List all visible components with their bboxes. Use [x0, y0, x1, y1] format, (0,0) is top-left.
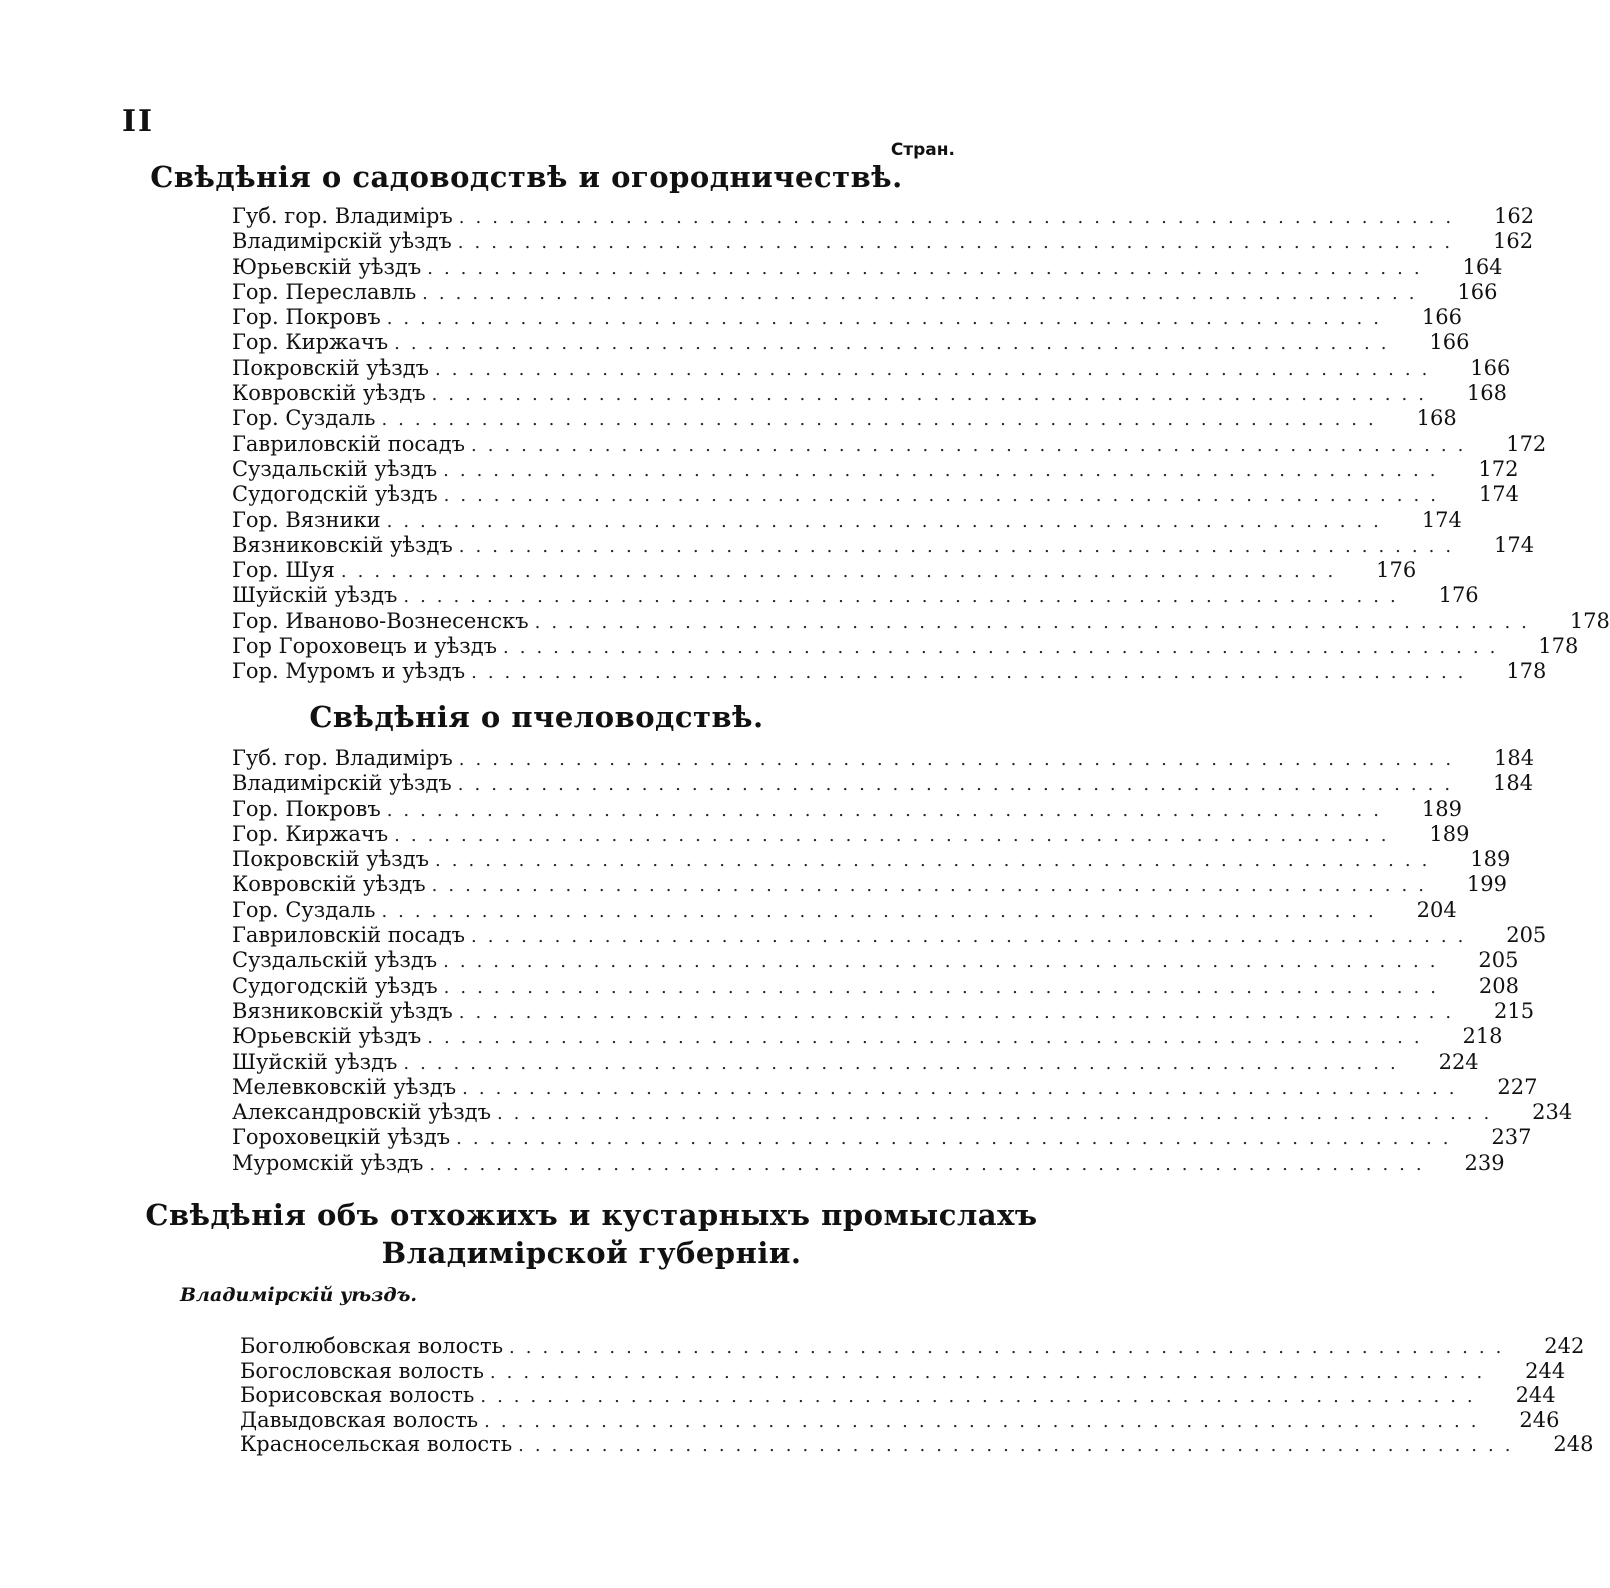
toc-entry-label: Владимірскій уѣздъ	[232, 229, 452, 254]
dot-leader: ............................................................	[381, 900, 1385, 922]
toc-entry	[232, 482, 1519, 507]
page-column-header: Стран.	[890, 140, 955, 160]
toc-entry	[232, 923, 1547, 948]
toc-entry	[232, 355, 1511, 381]
toc-entry-page: 162	[1494, 204, 1535, 228]
toc-entry	[232, 507, 1462, 533]
toc-entry	[240, 1334, 1585, 1359]
section-title-crafts	[0, 1196, 1163, 1272]
toc-entry-label: Суздальскій уѣздъ	[232, 456, 438, 481]
toc-entry-label: Гор. Покровъ	[232, 796, 381, 821]
toc-entry-page: 248	[1553, 1432, 1594, 1456]
toc-entry	[240, 1383, 1556, 1408]
toc-list-crafts	[240, 1334, 1594, 1457]
toc-entry-label: Судогодскій уѣздъ	[232, 482, 438, 507]
toc-entry-label: Богословская волость	[240, 1358, 484, 1383]
toc-entry-page: 166	[1421, 305, 1463, 330]
toc-entry-label: Гавриловскій посадъ	[232, 923, 465, 948]
toc-entry	[232, 796, 1463, 822]
toc-entry	[232, 948, 1519, 973]
toc-entry-page: 174	[1493, 532, 1535, 557]
toc-entry	[232, 998, 1535, 1024]
toc-entry-label: Шуйскій уѣздъ	[232, 1049, 398, 1074]
toc-entry	[232, 431, 1547, 457]
toc-entry-page: 174	[1478, 482, 1519, 507]
dot-leader: ............................................................	[435, 850, 1439, 872]
toc-entry-page: 189	[1421, 796, 1463, 821]
dot-leader: ............................................................	[443, 485, 1447, 507]
toc-entry-page: 234	[1532, 1100, 1573, 1125]
dot-leader: ............................................................	[443, 459, 1447, 481]
toc-entry-page: 168	[1416, 406, 1457, 431]
toc-entry-label: Гор. Покровъ	[232, 305, 381, 330]
dot-leader: ............................................................	[381, 409, 1385, 431]
toc-entry-label: Покровскій уѣздъ	[232, 355, 430, 380]
toc-entry-page: 164	[1462, 254, 1503, 279]
toc-entry	[232, 204, 1535, 229]
toc-entry-label: Гор. Суздаль	[232, 897, 376, 922]
toc-entry-page: 178	[1569, 608, 1610, 633]
toc-entry-page: 208	[1478, 973, 1519, 998]
dot-leader: ............................................................	[484, 1410, 1488, 1432]
section-title-beekeeping: Свѣдѣнія о пчеловодствѣ.	[309, 700, 764, 734]
page-number: II	[122, 104, 155, 139]
toc-entry-page: 184	[1494, 746, 1535, 770]
toc-entry-label: Гор. Киржачъ	[232, 821, 389, 846]
dot-leader: ............................................................	[471, 662, 1475, 684]
toc-entry	[232, 1100, 1573, 1125]
toc-entry-label: Муромскій уѣздъ	[232, 1150, 424, 1175]
subheading-vladimir-district: Владимірскій уѣздъ.	[180, 1284, 418, 1306]
dot-leader: ............................................................	[534, 611, 1538, 633]
dot-leader: ............................................................	[394, 824, 1398, 846]
toc-entry	[232, 847, 1511, 872]
toc-entry-page: 184	[1492, 771, 1534, 796]
toc-entry-label: Гор. Вязники	[232, 507, 381, 532]
toc-entry-label: Вязниковскій уѣздъ	[232, 532, 453, 557]
toc-entry	[240, 1358, 1566, 1384]
dot-leader: ............................................................	[458, 1001, 1463, 1023]
dot-leader: ............................................................	[456, 1128, 1460, 1150]
toc-entry-label: Давыдовская волость	[240, 1407, 479, 1432]
toc-entry-label: Суздальскій уѣздъ	[232, 948, 438, 973]
toc-entry-label: Владимірскій уѣздъ	[232, 771, 452, 796]
toc-entry	[232, 1024, 1503, 1049]
toc-entry-page: 205	[1478, 948, 1519, 973]
toc-entry-page: 246	[1519, 1407, 1560, 1432]
toc-entry	[232, 973, 1519, 999]
toc-entry-page: 237	[1491, 1125, 1532, 1150]
toc-entry-page: 242	[1544, 1334, 1585, 1358]
toc-entry-page: 189	[1470, 847, 1511, 872]
dot-leader: ............................................................	[457, 232, 1462, 254]
toc-entry-label: Ковровскій уѣздъ	[232, 381, 426, 406]
dot-leader: ............................................................	[431, 875, 1435, 897]
toc-entry	[232, 872, 1507, 897]
dot-leader: ............................................................	[443, 951, 1447, 973]
dot-leader: ............................................................	[518, 1435, 1522, 1456]
section-title-crafts-line1: Свѣдѣнія объ отхожихъ и кустарныхъ промыслахъ	[145, 1198, 1038, 1232]
dot-leader: ............................................................	[458, 535, 1463, 557]
toc-entry	[232, 1074, 1538, 1100]
toc-entry-page: 224	[1438, 1049, 1479, 1074]
dot-leader: ............................................................	[443, 976, 1447, 998]
toc-entry	[232, 608, 1610, 634]
dot-leader: ............................................................	[458, 207, 1463, 228]
toc-list-beekeeping	[232, 746, 1573, 1176]
section-title-crafts-line2: Владимірской губерніи.	[381, 1236, 802, 1270]
toc-entry-label: Юрьевскій уѣздъ	[232, 254, 422, 279]
toc-entry-page: 178	[1538, 634, 1579, 659]
dot-leader: ............................................................	[457, 774, 1462, 796]
toc-entry	[232, 634, 1579, 659]
toc-entry	[232, 330, 1470, 355]
toc-entry-label: Гор. Муромъ и уѣздъ	[232, 659, 466, 684]
toc-entry	[232, 821, 1470, 847]
toc-entry-label: Гороховецкій уѣздъ	[232, 1125, 451, 1150]
toc-entry-label: Борисовская волость	[240, 1383, 475, 1407]
toc-entry	[232, 897, 1457, 923]
dot-leader: ............................................................	[496, 1103, 1501, 1125]
toc-entry	[232, 746, 1535, 771]
toc-entry	[232, 381, 1507, 406]
toc-entry	[240, 1407, 1560, 1433]
toc-entry-label: Боголюбовская волость	[240, 1334, 504, 1358]
toc-entry-page: 215	[1493, 998, 1535, 1023]
toc-entry	[232, 456, 1519, 482]
toc-entry-label: Покровскій уѣздъ	[232, 847, 430, 872]
toc-entry-page: 168	[1466, 381, 1507, 406]
toc-entry-page: 162	[1492, 229, 1534, 254]
dot-leader: ............................................................	[427, 257, 1431, 279]
toc-entry-page: 166	[1457, 279, 1498, 304]
toc-entry-page: 178	[1506, 659, 1547, 684]
toc-entry-label: Гавриловскій посадъ	[232, 431, 465, 456]
toc-entry	[232, 659, 1547, 684]
toc-entry-label: Юрьевскій уѣздъ	[232, 1024, 422, 1049]
toc-entry-label: Ковровскій уѣздъ	[232, 872, 426, 897]
toc-entry-label: Мелевковскій уѣздъ	[232, 1074, 457, 1099]
dot-leader: ............................................................	[458, 749, 1463, 770]
toc-entry-page: 244	[1515, 1383, 1556, 1407]
toc-entry-page: 227	[1497, 1074, 1538, 1099]
toc-entry	[232, 406, 1457, 431]
dot-leader: ............................................................	[403, 1052, 1407, 1074]
toc-entry	[240, 1432, 1594, 1457]
toc-entry	[232, 771, 1534, 796]
dot-leader: ............................................................	[509, 1337, 1513, 1358]
toc-entry-page: 176	[1376, 558, 1417, 583]
toc-entry	[232, 1150, 1505, 1176]
toc-entry	[232, 254, 1503, 280]
toc-entry-label: Александровскій уѣздъ	[232, 1100, 491, 1125]
dot-leader: ............................................................	[429, 1153, 1433, 1175]
toc-entry-page: 244	[1525, 1358, 1566, 1383]
dot-leader: ............................................................	[386, 510, 1390, 532]
toc-entry-label: Гор. Суздаль	[232, 406, 376, 431]
dot-leader: ............................................................	[503, 637, 1507, 659]
toc-entry	[232, 305, 1463, 330]
toc-entry-page: 176	[1438, 583, 1479, 608]
dot-leader: ............................................................	[386, 308, 1391, 330]
toc-entry	[232, 229, 1534, 254]
toc-entry-page: 174	[1421, 507, 1462, 532]
toc-list-gardening	[232, 204, 1610, 685]
toc-entry-label: Вязниковскій уѣздъ	[232, 998, 453, 1023]
dot-leader: ............................................................	[431, 384, 1435, 406]
dot-leader: ............................................................	[340, 561, 1345, 583]
toc-entry	[232, 1125, 1532, 1150]
toc-entry-page: 166	[1470, 355, 1511, 380]
dot-leader: ............................................................	[480, 1386, 1484, 1407]
toc-entry-page: 218	[1462, 1024, 1503, 1049]
toc-entry	[232, 583, 1479, 608]
toc-entry-label: Гор. Иваново-Вознесенскъ	[232, 608, 529, 633]
toc-entry-page: 204	[1416, 897, 1457, 922]
toc-entry-label: Шуйскій уѣздъ	[232, 583, 398, 608]
dot-leader: ............................................................	[386, 799, 1391, 821]
toc-entry-label: Судогодскій уѣздъ	[232, 973, 438, 998]
toc-entry-page: 205	[1506, 923, 1547, 948]
toc-entry-page: 172	[1506, 431, 1547, 456]
toc-entry-label: Гор Гороховецъ и уѣздъ	[232, 634, 498, 659]
dot-leader: ............................................................	[462, 1077, 1466, 1099]
dot-leader: ............................................................	[435, 358, 1439, 380]
toc-entry-page: 239	[1464, 1150, 1505, 1175]
toc-entry-label: Гор. Киржачъ	[232, 330, 389, 355]
toc-entry	[232, 532, 1535, 558]
toc-entry-page: 199	[1466, 872, 1507, 897]
dot-leader: ............................................................	[394, 333, 1398, 355]
toc-entry-label: Красносельская волость	[240, 1432, 513, 1456]
dot-leader: ............................................................	[403, 586, 1407, 608]
toc-entry-label: Губ. гор. Владиміръ	[232, 746, 453, 770]
dot-leader: ............................................................	[427, 1027, 1431, 1049]
toc-entry-page: 172	[1478, 456, 1519, 481]
toc-entry-label: Губ. гор. Владиміръ	[232, 204, 453, 228]
toc-entry	[232, 279, 1498, 305]
toc-entry-page: 189	[1429, 821, 1470, 846]
dot-leader: ............................................................	[422, 282, 1426, 304]
toc-entry-page: 166	[1429, 330, 1470, 355]
dot-leader: ............................................................	[470, 926, 1475, 948]
toc-entry	[232, 1049, 1479, 1075]
dot-leader: ............................................................	[489, 1361, 1494, 1383]
dot-leader: ............................................................	[470, 434, 1475, 456]
toc-entry	[232, 558, 1417, 583]
toc-entry-label: Гор. Шуя	[232, 558, 335, 583]
section-title-gardening: Свѣдѣнія о садоводствѣ и огородничествѣ.	[150, 160, 903, 194]
toc-entry-label: Гор. Переславль	[232, 279, 417, 304]
